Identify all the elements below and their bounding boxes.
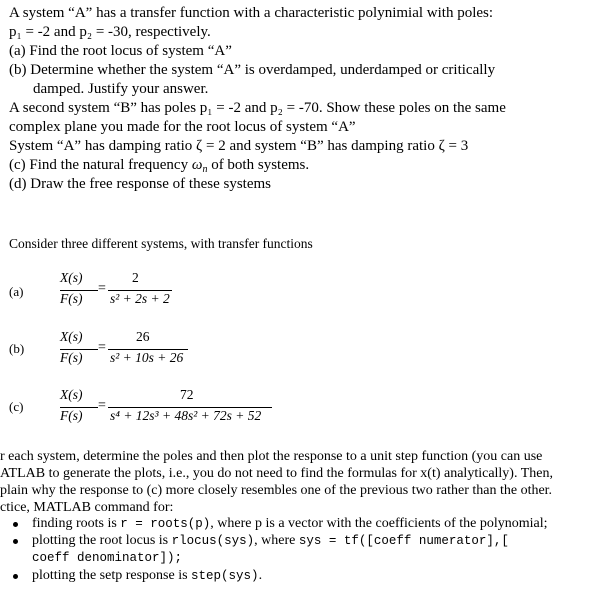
- lhs-denominator: F(s): [60, 291, 83, 306]
- code-snippet: step(sys): [191, 569, 259, 583]
- equals-sign: =: [98, 281, 106, 296]
- rhs-numerator: 2: [132, 270, 139, 285]
- text-line: A system “A” has a transfer function with a characteristic polynimial with poles:: [9, 5, 494, 21]
- item-a: (a) Find the root locus of system “A”: [9, 43, 232, 59]
- text-line: p₁ = -2 and p₂ = -30, respectively.: [9, 24, 211, 40]
- list-item-text: plotting the setp response is: [32, 568, 192, 583]
- list-item: [32, 532, 509, 551]
- intro-text: Consider three different systems, with transfer functions: [9, 236, 313, 251]
- rhs-numerator: 26: [136, 329, 150, 344]
- list-item: [32, 567, 262, 586]
- list-item-text: plotting the root locus is: [32, 533, 172, 548]
- code-snippet: sys = tf([coeff numerator],[: [298, 534, 509, 548]
- code-snippet: r = roots(p): [120, 517, 211, 531]
- list-item-continuation: [32, 549, 182, 568]
- lhs-denominator: F(s): [60, 408, 83, 423]
- bullet-icon: [13, 574, 18, 579]
- rhs-denominator: s⁴ + 12s³ + 48s² + 72s + 52: [110, 408, 262, 423]
- system-label: (a): [9, 284, 24, 299]
- lhs-numerator: X(s): [60, 387, 83, 402]
- bullet-icon: [13, 539, 18, 544]
- list-item-text: finding roots is: [32, 516, 121, 531]
- list-item-text: , where p is a vector with the coefficients of the polynomial;: [210, 516, 548, 531]
- equals-sign: =: [98, 340, 106, 355]
- list-item-text: , where: [254, 533, 299, 548]
- system-label: (c): [9, 399, 24, 414]
- text-line: r each system, determine the poles and then plot the response to a unit step function (you can use: [0, 449, 543, 464]
- code-snippet: rlocus(sys): [171, 534, 255, 548]
- text-line: plain why the response to (c) more closely resembles one of the previous two rather than the other.: [0, 483, 553, 498]
- text-line: System “A” has damping ratio ζ = 2 and system “B” has damping ratio ζ = 3: [9, 138, 469, 154]
- bullet-icon: [13, 522, 18, 527]
- omega-symbol: ω: [191, 157, 203, 173]
- code-snippet: coeff denominator]);: [32, 551, 183, 565]
- text-line: A second system “B” has poles p₁ = -2 and p₂ = -70. Show these poles on the same: [9, 100, 506, 116]
- text-line: ATLAB to generate the plots, i.e., you do not need to find the formulas for x(t) analytically). Then,: [0, 466, 553, 481]
- item-c: [9, 156, 309, 175]
- item-b-cont: damped. Justify your answer.: [33, 81, 209, 97]
- list-item: [32, 515, 548, 534]
- rhs-denominator: s² + 2s + 2: [110, 291, 170, 306]
- text-line: ctice, MATLAB command for:: [0, 500, 174, 515]
- system-label: (b): [9, 341, 25, 356]
- list-item-text: .: [258, 568, 263, 583]
- lhs-numerator: X(s): [60, 270, 83, 285]
- lhs-numerator: X(s): [60, 329, 83, 344]
- item-c-pre: (c) Find the natural frequency: [9, 157, 192, 173]
- text-line: complex plane you made for the root locus of system “A”: [9, 119, 356, 135]
- omega-subscript: n: [202, 164, 208, 175]
- item-d: (d) Draw the free response of these systems: [9, 176, 271, 192]
- lhs-denominator: F(s): [60, 350, 83, 365]
- equals-sign: =: [98, 398, 106, 413]
- rhs-denominator: s² + 10s + 26: [110, 350, 184, 365]
- item-c-post: of both systems.: [207, 157, 310, 173]
- rhs-numerator: 72: [180, 387, 194, 402]
- item-b: (b) Determine whether the system “A” is overdamped, underdamped or critically: [9, 62, 496, 78]
